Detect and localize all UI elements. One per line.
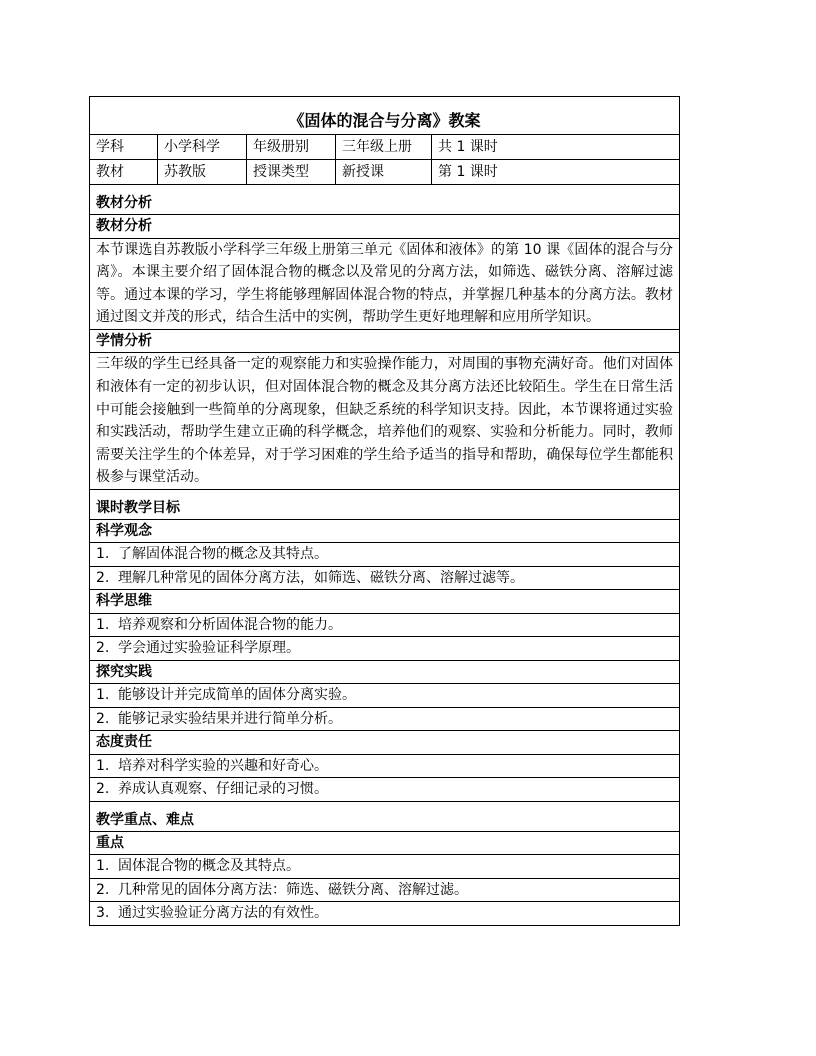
list-item bbox=[90, 684, 679, 708]
list-number: 1. bbox=[96, 616, 110, 633]
list-number: 1. bbox=[96, 757, 110, 774]
list-text: 通过实验验证分离方法的有效性。 bbox=[118, 905, 328, 922]
list-text: 固体混合物的概念及其特点。 bbox=[118, 858, 300, 875]
document-title: 《固体的混合与分离》教案 bbox=[90, 97, 679, 135]
list-text: 学会通过实验验证科学原理。 bbox=[118, 640, 300, 657]
subheading: 探究实践 bbox=[90, 661, 679, 685]
list-item bbox=[90, 614, 679, 638]
list-text: 养成认真观察、仔细记录的习惯。 bbox=[118, 781, 328, 798]
list-number: 2. bbox=[96, 569, 110, 586]
subheading: 重点 bbox=[90, 832, 679, 856]
section-heading: 教学重点、难点 bbox=[90, 802, 679, 832]
list-item bbox=[90, 855, 679, 879]
paragraph: 三年级的学生已经具备一定的观察能力和实验操作能力，对周围的事物充满好奇。他们对固体和液体有一定的初步认识，但对固体混合物的概念及其分离方法还比较陌生。学生在日常生活中可能会接触到一些简单的分离现象，但缺乏系统的科学知识支持。因此，本节课将通过实验和实践活动，帮助学生建立正确的科学概念，培养他们的观察、实验和分析能力。同时，教师需要关注学生的个体差异，对于学习困难的学生给予适当的指导和帮助，确保每位学生都能积极参与课堂活动。 bbox=[96, 356, 673, 486]
list-number: 1. bbox=[96, 687, 110, 704]
list-item bbox=[90, 543, 679, 567]
lesson-type-value: 新授课 bbox=[336, 160, 432, 184]
list-text: 几种常见的固体分离方法：筛选、磁铁分离、溶解过滤。 bbox=[118, 881, 468, 898]
info-row-subject bbox=[90, 135, 679, 160]
grade-value: 三年级上册 bbox=[336, 135, 432, 159]
list-text: 能够设计并完成简单的固体分离实验。 bbox=[118, 687, 356, 704]
textbook-label: 教材 bbox=[90, 160, 158, 184]
list-number: 1. bbox=[96, 858, 110, 875]
section-textbook-analysis bbox=[90, 185, 679, 490]
section-heading: 教材分析 bbox=[90, 185, 679, 215]
list-item bbox=[90, 708, 679, 732]
subject-label: 学科 bbox=[90, 135, 158, 159]
section-heading: 课时教学目标 bbox=[90, 490, 679, 520]
subheading: 态度责任 bbox=[90, 731, 679, 755]
list-item bbox=[90, 879, 679, 903]
lesson-type-label: 授课类型 bbox=[247, 160, 336, 184]
list-text: 培养观察和分析固体混合物的能力。 bbox=[118, 616, 342, 633]
list-item bbox=[90, 755, 679, 779]
list-number: 2. bbox=[96, 710, 110, 727]
list-text: 培养对科学实验的兴趣和好奇心。 bbox=[118, 757, 328, 774]
list-item bbox=[90, 567, 679, 591]
subheading: 学情分析 bbox=[90, 330, 679, 354]
list-number: 2. bbox=[96, 640, 110, 657]
list-number: 3. bbox=[96, 905, 110, 922]
total-periods: 共 1 课时 bbox=[438, 139, 498, 155]
list-number: 2. bbox=[96, 881, 110, 898]
paragraph: 本节课选自苏教版小学科学三年级上册第三单元《固体和液体》的第 10 课《固体的混合与分离》。本课主要介绍了固体混合物的概念以及常见的分离方法，如筛选、磁铁分离、溶解过滤等。通过本课的学习，学生将能够理解固体混合物的特点，并掌握几种基本的分离方法。教材通过图文并茂的形式，结合生活中的实例，帮助学生更好地理解和应用所学知识。 bbox=[90, 239, 679, 330]
subject-value: 小学科学 bbox=[158, 135, 247, 159]
subheading: 科学思维 bbox=[90, 590, 679, 614]
list-text: 能够记录实验结果并进行简单分析。 bbox=[118, 710, 342, 727]
list-number: 2. bbox=[96, 781, 110, 798]
list-item bbox=[90, 637, 679, 661]
current-period: 第 1 课时 bbox=[438, 164, 498, 180]
list-item bbox=[90, 778, 679, 801]
info-row-textbook bbox=[90, 160, 679, 185]
list-number: 1. bbox=[96, 546, 110, 563]
textbook-value: 苏教版 bbox=[158, 160, 247, 184]
section-objectives bbox=[90, 490, 679, 802]
subheading: 科学观念 bbox=[90, 520, 679, 544]
lesson-plan-table bbox=[89, 96, 680, 926]
subheading: 教材分析 bbox=[90, 215, 679, 239]
list-text: 理解几种常见的固体分离方法，如筛选、磁铁分离、溶解过滤等。 bbox=[118, 569, 524, 586]
list-text: 了解固体混合物的概念及其特点。 bbox=[118, 546, 328, 563]
list-item bbox=[90, 902, 679, 925]
section-key-points bbox=[90, 802, 679, 925]
grade-label: 年级册别 bbox=[247, 135, 336, 159]
